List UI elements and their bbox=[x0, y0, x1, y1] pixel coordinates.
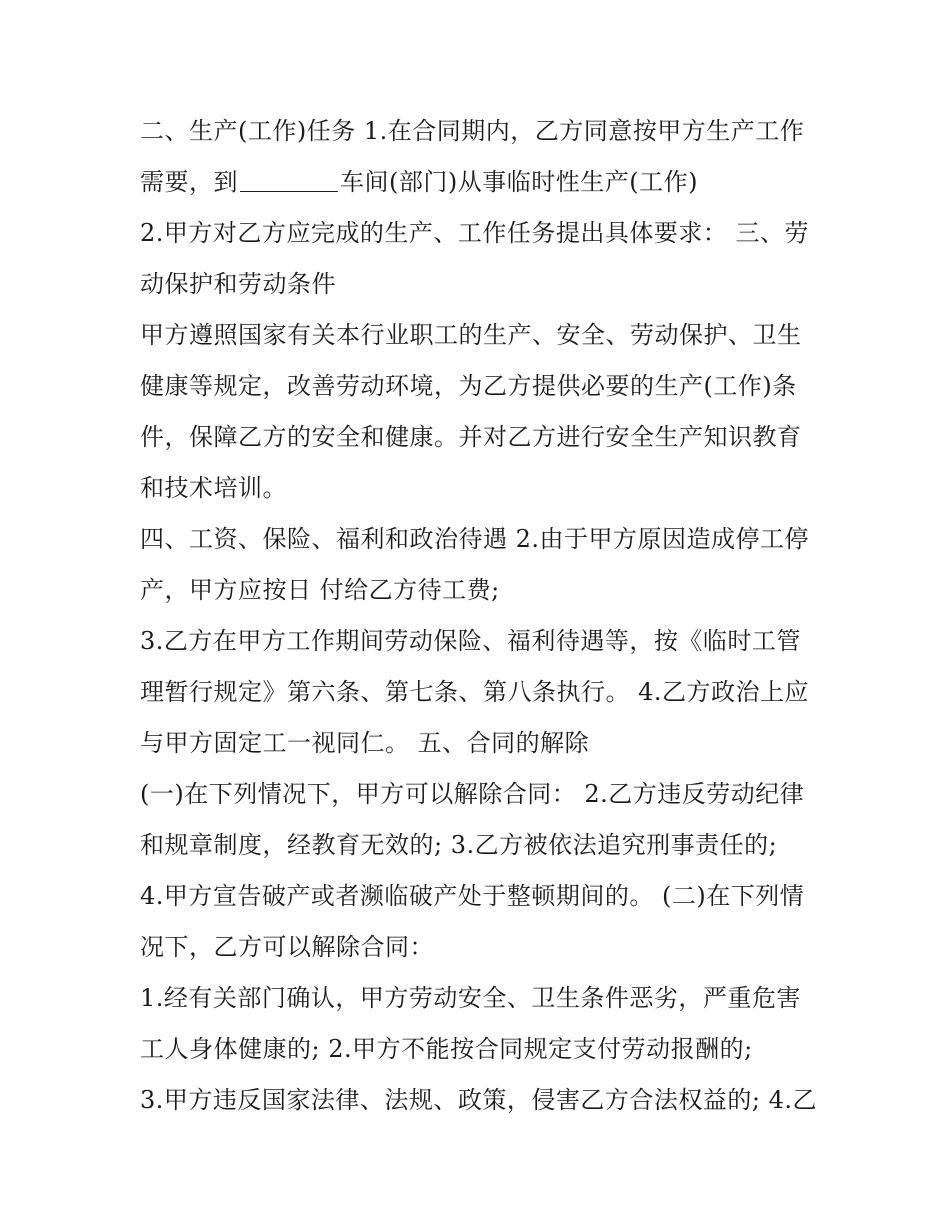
text-line: 动保护和劳动条件 bbox=[140, 270, 336, 298]
text-line: 和规章制度，经教育无效的; 3.乙方被依法追究刑事责任的; bbox=[140, 831, 778, 859]
text-line: 和技术培训。 bbox=[140, 474, 287, 502]
text-line: 3.乙方在甲方工作期间劳动保险、福利待遇等，按《临时工管 bbox=[140, 627, 801, 655]
text-line: 健康等规定，改善劳动环境，为乙方提供必要的生产(工作)条 bbox=[140, 372, 797, 400]
text-line: 况下，乙方可以解除合同： bbox=[140, 933, 434, 961]
text-line: 产，甲方应按日 付给乙方待工费; bbox=[140, 576, 500, 604]
text-line: (一)在下列情况下，甲方可以解除合同： 2.乙方违反劳动纪律 bbox=[140, 780, 805, 808]
text-line: 二、生产(工作)任务 1.在合同期内，乙方同意按甲方生产工作 bbox=[140, 117, 805, 145]
document-body bbox=[140, 106, 820, 1126]
text-line: 2.甲方对乙方应完成的生产、工作任务提出具体要求： 三、劳 bbox=[140, 219, 810, 247]
text-line: 甲方遵照国家有关本行业职工的生产、安全、劳动保护、卫生 bbox=[140, 321, 802, 349]
fill-in-blank bbox=[240, 165, 338, 192]
text-line: 与甲方固定工一视同仁。 五、合同的解除 bbox=[140, 729, 590, 757]
text-line: 4.甲方宣告破产或者濒临破产处于整顿期间的。 (二)在下列情 bbox=[140, 882, 805, 910]
text-line: 件，保障乙方的安全和健康。并对乙方进行安全生产知识教育 bbox=[140, 423, 802, 451]
text-line: 理暂行规定》第六条、第七条、第八条执行。 4.乙方政治上应 bbox=[140, 678, 810, 706]
text-line: 1.经有关部门确认，甲方劳动安全、卫生条件恶劣，严重危害 bbox=[140, 984, 801, 1012]
text-line: 四、工资、保险、福利和政治待遇 2.由于甲方原因造成停工停 bbox=[140, 525, 810, 553]
text-segment: 车间(部门)从事临时性生产(工作) bbox=[340, 168, 698, 196]
text-line: 3.甲方违反国家法律、法规、政策，侵害乙方合法权益的; 4.乙 bbox=[140, 1086, 818, 1114]
text-line-with-blank bbox=[140, 157, 820, 208]
text-line: 工人身体健康的; 2.甲方不能按合同规定支付劳动报酬的; bbox=[140, 1035, 753, 1063]
text-segment: 需要，到 bbox=[140, 168, 238, 196]
